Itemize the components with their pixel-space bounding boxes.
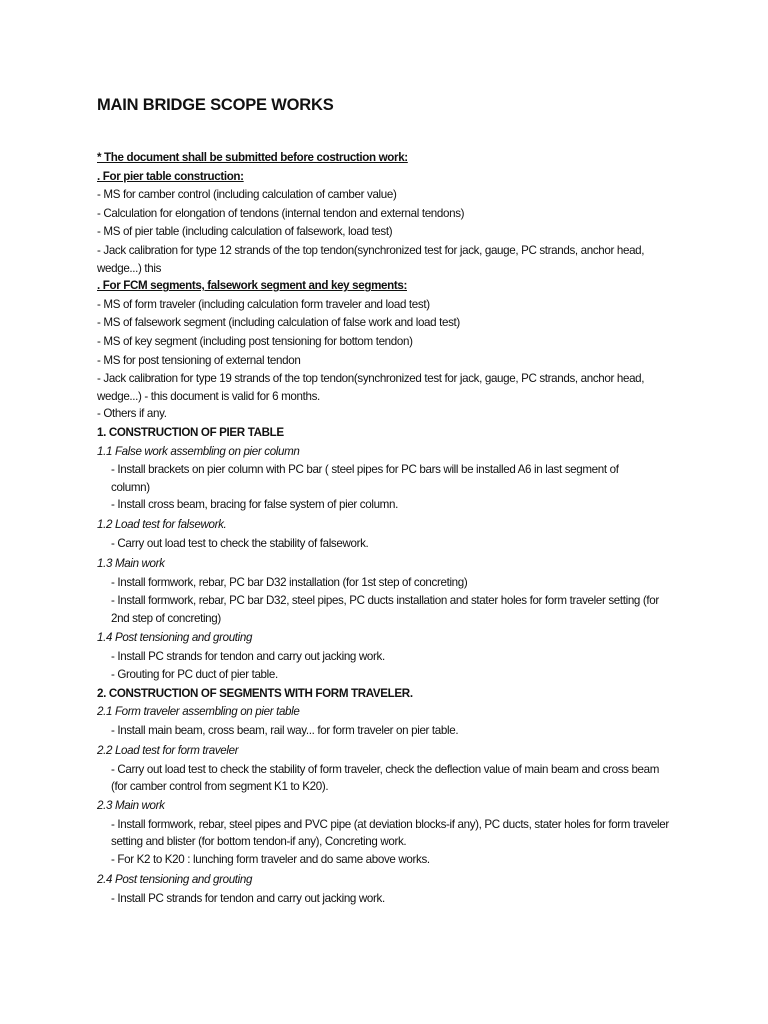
subsection-title: 1.4 Post tensioning and grouting xyxy=(97,630,253,644)
list-item: - Install cross beam, bracing for false system of pier column. xyxy=(111,498,398,512)
list-item: - MS for camber control (including calculation of camber value) xyxy=(97,188,397,202)
list-item: - MS of form traveler (including calculation form traveler and load test) xyxy=(97,297,430,311)
list-item: - Carry out load test to check the stability of falsework. xyxy=(111,536,369,550)
subsection-title: 2.2 Load test for form traveler xyxy=(97,744,239,757)
list-item: - MS of falsework segment (including calculation of false work and load test) xyxy=(97,316,460,330)
submission-note: * The document shall be submitted before costruction work: xyxy=(97,151,408,164)
list-item: - Install PC strands for tendon and carry out jacking work. xyxy=(111,891,385,905)
page-title: MAIN BRIDGE SCOPE WORKS xyxy=(97,96,334,114)
list-item: - MS of pier table (including calculation of falsework, load test) xyxy=(97,225,393,239)
section-heading: 2. CONSTRUCTION OF SEGMENTS WITH FORM TRAVELER. xyxy=(97,686,413,700)
document-body xyxy=(97,149,677,908)
list-item: - Jack calibration for type 19 strands of the top tendon(synchronized test for jack, gauge, PC strands, anchor head, wedge...) - this document is valid for 6 months. xyxy=(97,372,645,403)
list-item: - MS for post tensioning of external tendon xyxy=(97,353,301,367)
list-item: - Install main beam, cross beam, rail way... for form traveler on pier table. xyxy=(111,723,459,737)
list-item: - MS of key segment (including post tensioning for bottom tendon) xyxy=(97,334,413,348)
section-heading: 1. CONSTRUCTION OF PIER TABLE xyxy=(97,425,284,439)
list-item: - Jack calibration for type 12 strands of the top tendon(synchronized test for jack, gauge, PC strands, anchor head, wedge...) this xyxy=(97,243,645,275)
subsection-title: 2.4 Post tensioning and grouting xyxy=(97,873,253,887)
list-item: - Grouting for PC duct of pier table. xyxy=(111,668,278,682)
subsection-title: 2.1 Form traveler assembling on pier table xyxy=(97,705,300,719)
list-item: - Others if any. xyxy=(97,407,167,421)
list-item: - Install formwork, rebar, PC bar D32 installation (for 1st step of concreting) xyxy=(111,575,468,589)
list-item: - For K2 to K20 : lunching form traveler and do same above works. xyxy=(111,853,430,867)
subsection-title: 1.1 False work assembling on pier column xyxy=(97,444,300,458)
fcm-heading: . For FCM segments, falsework segment and key segments: xyxy=(97,279,407,293)
list-item: - Calculation for elongation of tendons (internal tendon and external tendons) xyxy=(97,206,465,220)
pier-table-heading: . For pier table construction: xyxy=(97,169,244,183)
subsection-title: 1.2 Load test for falsework. xyxy=(97,518,227,532)
list-item: - Carry out load test to check the stability of form traveler, check the deflection value of main beam and cross beam (for camber control from segment K1 to K20). xyxy=(111,762,660,794)
subsection-title: 2.3 Main work xyxy=(97,799,165,813)
list-item: - Install brackets on pier column with PC bar ( steel pipes for PC bars will be installed A6 in last segment of column) xyxy=(111,463,619,494)
list-item: - Install PC strands for tendon and carry out jacking work. xyxy=(111,649,385,663)
list-item: - Install formwork, rebar, steel pipes and PVC pipe (at deviation blocks-if any), PC ducts, stater holes for form traveler setting and blister (for bottom tendon-if any), Concreting work. xyxy=(111,817,669,849)
list-item: - Install formwork, rebar, PC bar D32, steel pipes, PC ducts installation and stater holes for form traveler setting (for 2nd step of concreting) xyxy=(111,594,659,625)
subsection-title: 1.3 Main work xyxy=(97,557,165,571)
